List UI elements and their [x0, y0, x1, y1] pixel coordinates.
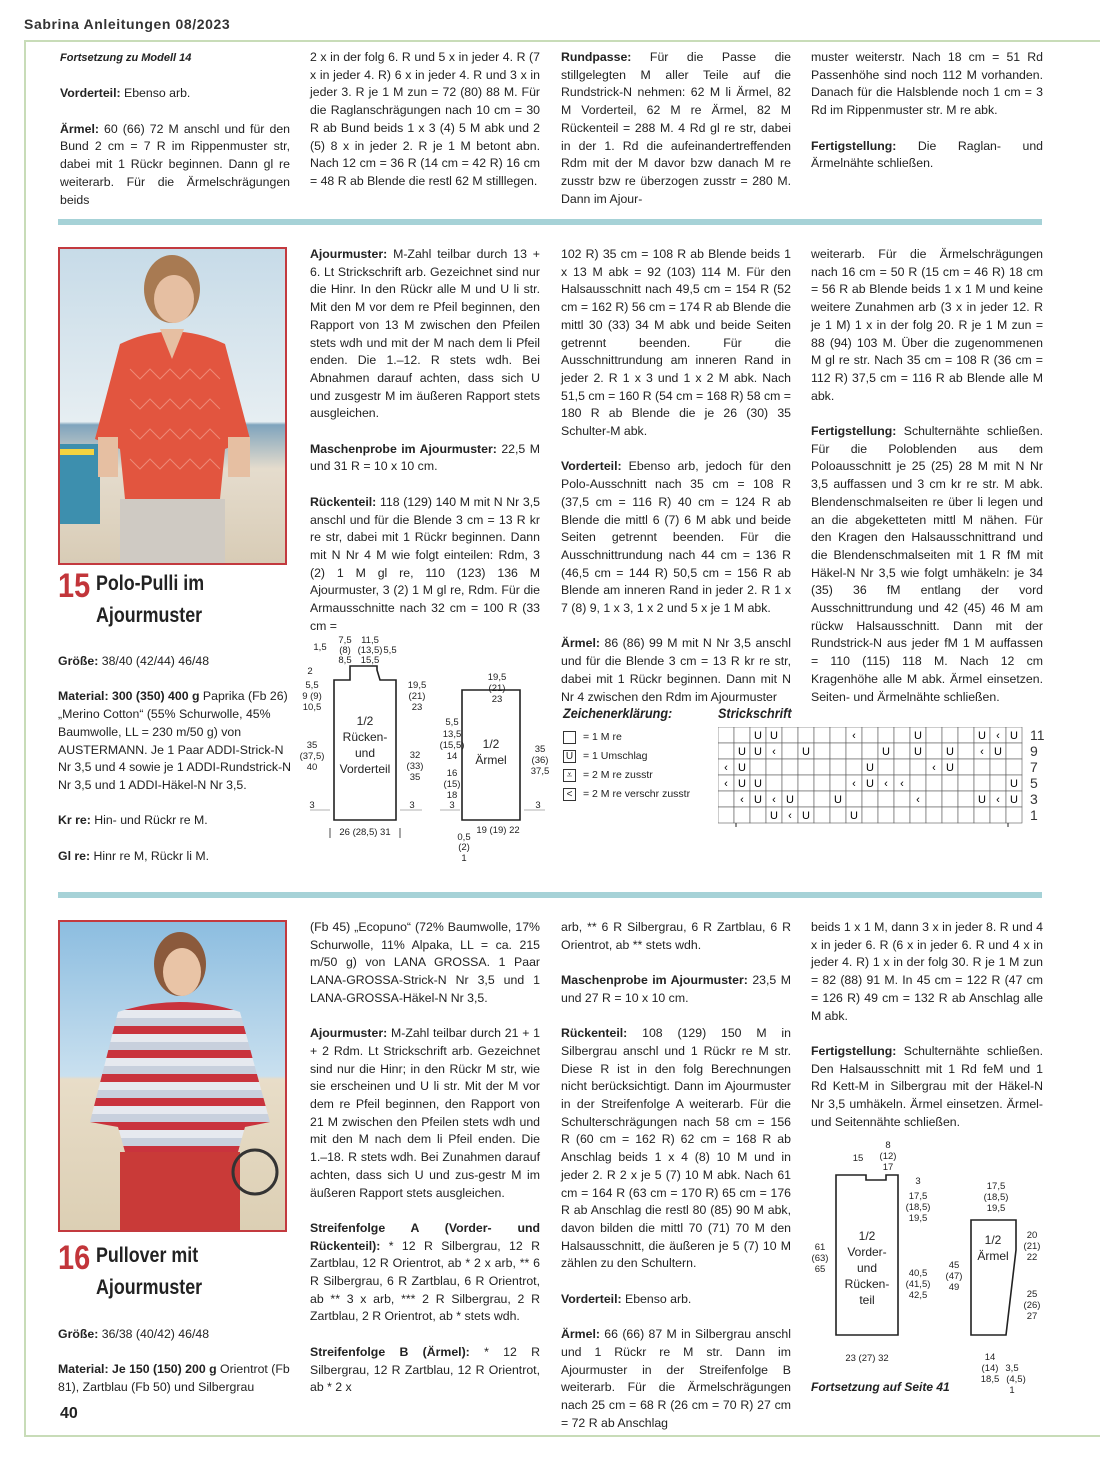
chart-cell: [814, 727, 830, 743]
chart-cell: [766, 759, 782, 775]
svg-text:16: 16: [446, 768, 458, 779]
chart-cell: [878, 759, 894, 775]
svg-text:Vorderteil: Vorderteil: [339, 762, 391, 776]
chart-symbol: U: [770, 810, 778, 822]
model-16-photo: [58, 920, 287, 1232]
legend-item: = 1 M re: [563, 728, 690, 747]
chart-cell: [942, 791, 958, 807]
chart-cell: [894, 727, 910, 743]
chart-cell: [830, 759, 846, 775]
svg-text:1/2: 1/2: [984, 1233, 1002, 1247]
model-15-col-4: weiterarb. Für die Ärmelschrägungen nach 16 cm = 50 R (15 cm = 46 R) 18 cm = 56 R ab Blende beids 1 x 1 M und keine weitere Zunahmen arb (3 x in jeder 12. R je 1 M) 1 x in der folg 20. R je 1 M zun = 88 (94) 103 M. Über die zugenommenen M gl re str. Nach 35 cm = 108 R (36 cm = 112 R) 37,5 cm = 116 R ab Blende alle M abk. Fertigstellung: Schulternähte schließen. Für die Poloblenden aus dem Poloausschnitt je 25 (25) 28 M mit N Nr 3,5 auffassen und 3 cm kr re str. M abk. Blendenschmalseiten re über li legen und an die abgeketteten mittl M nähen. Für den Kragen den Halsausschnittrand und die Blendenschmalseiten mit 1 R fM mit Häkel-N Nr 3,5 wie folgt umhäkeln: je 34 (35) 36 fM entlang der vord Ausschnittrundung und 42 (45) 46 M am rückw Halsausschnitt. Dann mit der Rundstrick-N aus jeder fM 1 M auffassen = 110 (115) 118 M. Nach 12 cm Kragenhöhe alle M abk. Ärmel einsetzen. Seiten- und Ärmelnähte schließen.: [811, 247, 1043, 704]
svg-text:23 (27) 32: 23 (27) 32: [845, 1353, 889, 1364]
chart-cell: [798, 775, 814, 791]
knitting-chart-title: Strickschrift: [718, 705, 792, 721]
chart-cell: [878, 727, 894, 743]
chart-symbol: ‹: [932, 762, 936, 774]
svg-text:26 (28,5) 31: 26 (28,5) 31: [339, 827, 391, 838]
svg-text:22: 22: [1026, 1252, 1038, 1263]
chart-symbol: U: [994, 746, 1002, 758]
svg-text:und: und: [856, 1261, 878, 1275]
model-16-materials: Größe: 36/38 (40/42) 46/48 Material: Je 150 (150) 200 g Orientrot (Fb 81), Zartblau (Fb 50) und Silbergrau: [58, 1327, 290, 1395]
chart-cell: [974, 807, 990, 823]
chart-cell: [974, 775, 990, 791]
woman-striped-sweater-photo: [60, 922, 285, 1230]
woman-red-polo-photo: [60, 249, 285, 563]
chart-cell: [958, 743, 974, 759]
svg-text:14: 14: [984, 1352, 996, 1363]
svg-text:35: 35: [409, 772, 421, 783]
svg-text:17,5: 17,5: [908, 1191, 928, 1202]
svg-text:teil: teil: [859, 1293, 875, 1307]
legend-item: U = 1 Umschlag: [563, 747, 690, 766]
svg-text:(63): (63): [811, 1253, 829, 1264]
chart-cell: [734, 727, 750, 743]
chart-cell: [846, 743, 862, 759]
chart-symbol: U: [914, 730, 922, 742]
chart-cell: [958, 759, 974, 775]
chart-cell: [990, 807, 1006, 823]
svg-text:19,5: 19,5: [407, 680, 427, 691]
chart-symbol: U: [754, 730, 762, 742]
chart-cell: [878, 807, 894, 823]
chart-symbol: U: [946, 762, 954, 774]
chart-symbol: U: [978, 730, 986, 742]
chart-cell: [814, 743, 830, 759]
chart-symbol: ‹: [852, 778, 856, 790]
chart-cell: [926, 791, 942, 807]
svg-text:15: 15: [852, 1153, 864, 1164]
svg-text:35: 35: [306, 740, 318, 751]
svg-text:15,5: 15,5: [360, 655, 380, 666]
svg-text:35: 35: [534, 744, 546, 755]
svg-text:1,5: 1,5: [313, 642, 327, 653]
svg-text:17: 17: [882, 1162, 894, 1173]
model-15-title: 15 Polo-Pulli im Ajourmuster: [58, 567, 204, 627]
chart-symbol: ‹: [884, 778, 888, 790]
svg-text:Ärmel: Ärmel: [977, 1249, 1009, 1263]
chart-symbol: U: [1010, 794, 1018, 806]
chart-symbol: U: [946, 746, 954, 758]
chart-cell: [958, 807, 974, 823]
legend-item: < = 2 M re verschr zusstr: [563, 785, 690, 804]
model-15-col-3: 102 R) 35 cm = 108 R ab Blende beids 1 x 13 M abk = 92 (103) 114 M. Für den Halsausschnitt nach 49,5 cm = 154 R (52 cm = 162 R) 56 cm = 174 R ab Blende die mittl 30 (33) 34 M abk und beide Seiten getrennt beenden. Für die Ausschnittrundung am inneren Rand in jeder 2. R 1 x 3 und 1 x 2 M abk. Nach 51,5 cm = 160 R (54 cm = 168 R) 58 cm = 180 R ab Blende die je 26 (30) 35 Schulter-M abk. Vorderteil: Ebenso arb, jedoch für den Polo-Ausschnitt nach 35 cm = 108 R (37,5 cm = 116 R) 40 cm = 124 R ab Blende die mittl 6 (7) 6 M abk und beide Seiten getrennt beenden. Für die Ausschnittrundung nach 44 cm = 136 R (46,5 cm = 144 R) 50,5 cm = 156 R ab Blende am inneren Rand in jeder 2. R 1 x 7 (8) 9, 1 x 3, 1 x 2 und 5 x je 1 M abk. Ärmel: 86 (86) 99 M mit N Nr 3,5 anschl und für die Blende 3 cm = 13 R kr re str, dabei mit 1 Rückr beginnen. Dann mit N Nr 4 zwischen den Rdm im Ajourmuster: [561, 247, 791, 704]
top-col-3: Rundpasse: Für die Passe die stillgelegten M aller Teile auf die Rundstrick-N nehmen: 62 M li Ärmel, 82 M Vorderteil, 62 M re Ärmel, 82 M Rückenteil = 288 M. 4 Rd gl re str, dabei in der 1. Rd die aufeinandertreffenden Rdm mit der M davor bzw danach M re zusstr bzw re überzogen zusstr = 280 M. Dann im Ajour-: [561, 50, 791, 206]
chart-symbol: ‹: [724, 778, 728, 790]
magazine-header: Sabrina Anleitungen 08/2023: [24, 16, 231, 32]
svg-text:23: 23: [411, 702, 423, 713]
svg-text:(36): (36): [531, 755, 549, 766]
chart-cell: [1006, 759, 1022, 775]
svg-text:25: 25: [1026, 1289, 1038, 1300]
chart-cell: [926, 743, 942, 759]
svg-text:3: 3: [409, 800, 415, 811]
model-15-number: 15: [58, 567, 91, 605]
chart-cell: [798, 727, 814, 743]
chart-symbol: ‹: [788, 810, 792, 822]
chart-cell: [910, 775, 926, 791]
chart-cell: [846, 759, 862, 775]
svg-text:(21): (21): [408, 691, 426, 702]
svg-text:45: 45: [948, 1260, 960, 1271]
svg-text:3: 3: [309, 800, 315, 811]
page-frame-top: [24, 40, 1100, 42]
svg-text:(18,5): (18,5): [905, 1202, 931, 1213]
svg-text:Ärmel: Ärmel: [475, 753, 507, 767]
svg-text:40: 40: [306, 762, 318, 773]
svg-text:(18,5): (18,5): [983, 1192, 1009, 1203]
continuation-note: Fortsetzung zu Modell 14: [60, 52, 192, 64]
chart-cell: [718, 727, 734, 743]
knitting-chart-grid: [718, 727, 1028, 827]
svg-text:23: 23: [491, 694, 503, 705]
svg-text:3: 3: [449, 800, 455, 811]
svg-text:5,5: 5,5: [383, 645, 397, 656]
chart-symbol: U: [786, 794, 794, 806]
chart-symbol: U: [1010, 778, 1018, 790]
section-separator: [58, 219, 1042, 225]
model-15-schematic: [290, 630, 558, 870]
svg-text:49: 49: [948, 1282, 960, 1293]
svg-text:3: 3: [915, 1176, 921, 1187]
chart-cell: [894, 807, 910, 823]
chart-symbol: U: [914, 746, 922, 758]
chart-symbol: U: [978, 794, 986, 806]
chart-symbol: U: [882, 746, 890, 758]
chart-symbol: ‹: [900, 778, 904, 790]
chart-symbol: U: [738, 778, 746, 790]
model-15-materials: Größe: 38/40 (42/44) 46/48 Material: 300 (350) 400 g Paprika (Fb 26) „Merino Cotton“ (55% Schurwolle, 45% Baumwolle, LL = 230 m/50 g) von AUSTERMANN. Je 1 Paar ADDI-Strick-N Nr 3,5 und 4 sowie je 1 ADDI-Rundstrick-N Nr 3,5 und 1 ADDI-Häkel-N Nr 3,5. Kr re: Hin- und Rückr re M. Gl re: Hinr re M, Rückr li M.: [58, 654, 292, 863]
chart-cell: [990, 759, 1006, 775]
repeat-arrows: [736, 823, 1008, 827]
chart-cell: [942, 727, 958, 743]
svg-text:65: 65: [814, 1264, 826, 1275]
chart-cell: [926, 807, 942, 823]
chart-symbol: U: [802, 810, 810, 822]
svg-text:37,5: 37,5: [530, 766, 550, 777]
row-number: 1: [1030, 807, 1038, 823]
row-number: 9: [1030, 743, 1038, 759]
svg-text:3: 3: [535, 800, 541, 811]
svg-text:1/2: 1/2: [482, 737, 500, 751]
chart-symbol: ‹: [772, 746, 776, 758]
chart-symbol: U: [738, 746, 746, 758]
row-number: 7: [1030, 759, 1038, 775]
svg-text:(8): (8): [339, 645, 351, 656]
chart-cell: [750, 807, 766, 823]
chart-cell: [974, 759, 990, 775]
chart-cell: [958, 791, 974, 807]
chart-symbol: U: [738, 762, 746, 774]
chart-cell: [894, 743, 910, 759]
chart-symbol: ‹: [916, 794, 920, 806]
svg-text:(21): (21): [488, 683, 506, 694]
svg-text:(47): (47): [945, 1271, 963, 1282]
chart-cell: [926, 727, 942, 743]
chart-symbol: U: [770, 730, 778, 742]
svg-text:(4,5): (4,5): [1006, 1374, 1026, 1385]
legend-title: Zeichenerklärung:: [563, 705, 673, 721]
continuation-page-note: Fortsetzung auf Seite 41: [811, 1380, 950, 1394]
chart-cell: [910, 759, 926, 775]
chart-cell: [782, 743, 798, 759]
svg-text:5,5: 5,5: [305, 680, 319, 691]
chart-symbol: U: [802, 746, 810, 758]
legend-item: ⩡ = 2 M re zusstr: [563, 766, 690, 785]
chart-cell: [782, 727, 798, 743]
svg-text:1: 1: [1009, 1385, 1015, 1396]
chart-symbol: ‹: [724, 762, 728, 774]
model-15-photo: [58, 247, 287, 565]
svg-text:9 (9): 9 (9): [302, 691, 322, 702]
svg-text:(21): (21): [1023, 1241, 1041, 1252]
svg-text:32: 32: [409, 750, 421, 761]
chart-cell: [910, 807, 926, 823]
svg-text:10,5: 10,5: [302, 702, 322, 713]
svg-text:Rücken-: Rücken-: [844, 1277, 890, 1291]
chart-cell: [814, 759, 830, 775]
svg-text:(41,5): (41,5): [905, 1279, 931, 1290]
svg-text:(26): (26): [1023, 1300, 1041, 1311]
model-16-col-3: arb, ** 6 R Silbergrau, 6 R Zartblau, 6 R Orientrot, ab ** stets wdh. Maschenprobe im Ajourmuster: 23,5 M und 27 R = 10 x 10 cm. Rückenteil: 108 (129) 150 M in Silbergrau anschl und 1 Rückr re M str. Diese R ist in den folg Berechnungen nicht berücksichtigt. Dann im Ajourmuster in der Streifenfolge A weiterarb. Für die Schulterschrägungen nach 58 cm = 156 R (60 cm = 162 R) 62 cm = 168 R ab Anschlag beids 1 x 4 (8) 10 M und in jeder 2. R 2 x je 5 (7) 10 M abk. Nach 61 cm = 164 R (63 cm = 170 R) 65 cm = 176 R ab Anschlag die restl 80 (85) 90 M abk, davon bilden die mittl 70 (71) 70 M den Halsausschnitt, die äußeren je 5 (7) 10 M zählen zu den Schultern. Vorderteil: Ebenso arb. Ärmel: 66 (66) 87 M in Silbergrau anschl und 1 Rückr re M str. Dann im Ajourmuster in der Streifenfolge B weiterarb. Für die Ärmelschrägungen nach 25 cm = 68 R (26 cm = 70 R) 27 cm = 72 R ab Anschlag: [561, 920, 792, 1430]
top-col-2: 2 x in der folg 6. R und 5 x in jeder 4. R (7 x in jeder 4. R) 6 x in jeder 4. R und 3 x in jeder 3. R je 1 M zun = 72 (80) 88 M. Für die Raglanschrägungen nach 10 cm = 30 R ab Bund beids 1 x 3 (4) 5 M abk und 2 (5) 8 x in jeder 2. R je 1 M betont abn. Nach 12 cm = 36 R (14 cm = 42 R) 16 cm = 48 R ab Blende die restl 62 M stilllegen.: [310, 50, 540, 188]
chart-cell: [814, 807, 830, 823]
chart-cell: [862, 743, 878, 759]
svg-text:Vorder-: Vorder-: [847, 1245, 887, 1259]
page-frame-left: [24, 40, 26, 1436]
svg-text:1: 1: [461, 853, 467, 864]
svg-text:3,5: 3,5: [1005, 1363, 1019, 1374]
svg-text:(12): (12): [879, 1151, 897, 1162]
svg-text:5,5: 5,5: [445, 717, 459, 728]
svg-text:(15,5): (15,5): [439, 740, 465, 751]
chart-cell: [782, 759, 798, 775]
chart-cell: [926, 775, 942, 791]
chart-cell: [862, 791, 878, 807]
top-col-1: Fortsetzung zu Modell 14 Vorderteil: Ebenso arb. Ärmel: 60 (66) 72 M anschl und für den Bund 2 cm = 7 R im Rippenmuster str, dabei mit 1 Rückr beginnen. Dann gl re weiterarb. Für die Ärmelschrägungen beids: [60, 52, 290, 207]
chart-cell: [830, 807, 846, 823]
chart-cell: [830, 727, 846, 743]
svg-text:1/2: 1/2: [858, 1229, 876, 1243]
svg-text:27: 27: [1026, 1311, 1038, 1322]
svg-text:(33): (33): [406, 761, 424, 772]
chart-cell: [862, 807, 878, 823]
chart-symbol: ‹: [996, 794, 1000, 806]
svg-text:20: 20: [1026, 1230, 1038, 1241]
chart-cell: [766, 775, 782, 791]
chart-cell: [750, 759, 766, 775]
chart-symbol: U: [866, 778, 874, 790]
chart-symbol: U: [866, 762, 874, 774]
svg-text:19 (19) 22: 19 (19) 22: [476, 825, 520, 836]
chart-cell: [862, 727, 878, 743]
chart-symbol: ‹: [996, 730, 1000, 742]
svg-text:8: 8: [885, 1140, 891, 1151]
chart-cell: [990, 775, 1006, 791]
row-number: 3: [1030, 791, 1038, 807]
svg-text:42,5: 42,5: [908, 1290, 928, 1301]
chart-symbol: U: [1010, 730, 1018, 742]
chart-cell: [814, 775, 830, 791]
chart-cell: [782, 775, 798, 791]
chart-cell: [718, 743, 734, 759]
chart-cell: [894, 759, 910, 775]
chart-symbol: U: [754, 794, 762, 806]
svg-text:1/2: 1/2: [356, 714, 374, 728]
page-number: 40: [60, 1405, 78, 1422]
model-16-col-4: beids 1 x 1 M, dann 3 x in jeder 8. R und 4 x in jeder 6. R (6 x in jeder 6. R und 4 x in jeder 4. R) 1 x in der folg 30. R je 1 M zun = 82 (88) 91 M. In 45 cm = 122 R (47 cm = 126 R) 49 cm = 132 R ab Anschlag alle M abk. Fertigstellung: Schulternähte schließen. Den Halsausschnitt mit 1 Rd feM und 1 Rd Kett-M in Silbergrau mit der Häkel-N Nr 3,5 umhäkeln. Ärmel einsetzen. Ärmel- und Seitennähte schließen.: [811, 920, 1043, 1129]
chart-cell: [942, 775, 958, 791]
svg-text:(2): (2): [458, 842, 470, 853]
svg-text:Rücken-: Rücken-: [342, 730, 388, 744]
chart-cell: [718, 807, 734, 823]
page-frame-bottom: [24, 1435, 1100, 1437]
model-16-number: 16: [58, 1239, 91, 1277]
svg-text:14: 14: [446, 751, 458, 762]
chart-cell: [878, 791, 894, 807]
chart-symbol: U: [754, 746, 762, 758]
svg-text:0,5: 0,5: [457, 832, 471, 843]
svg-text:40,5: 40,5: [908, 1268, 928, 1279]
svg-text:17,5: 17,5: [986, 1181, 1006, 1192]
svg-text:19,5: 19,5: [487, 672, 507, 683]
svg-text:8,5: 8,5: [338, 655, 352, 666]
chart-cell: [798, 759, 814, 775]
svg-text:19,5: 19,5: [986, 1203, 1006, 1214]
chart-cell: [1006, 743, 1022, 759]
chart-cell: [894, 791, 910, 807]
chart-symbol: ‹: [740, 794, 744, 806]
model-16-schematic: [806, 1135, 1046, 1397]
legend-list: [563, 728, 690, 804]
svg-text:(15): (15): [443, 779, 461, 790]
svg-text:7,5: 7,5: [338, 635, 352, 646]
chart-cell: [814, 791, 830, 807]
svg-text:(37,5): (37,5): [299, 751, 325, 762]
row-number: 11: [1030, 727, 1045, 743]
chart-cell: [942, 807, 958, 823]
svg-text:19,5: 19,5: [908, 1213, 928, 1224]
chart-cell: [846, 791, 862, 807]
svg-text:61: 61: [814, 1242, 826, 1253]
chart-cell: [958, 775, 974, 791]
chart-symbol: U: [850, 810, 858, 822]
svg-text:13,5: 13,5: [442, 729, 462, 740]
row-number: 5: [1030, 775, 1038, 791]
top-col-4: muster weiterstr. Nach 18 cm = 51 Rd Passenhöhe sind noch 112 M vorhanden. Danach für die Halsblende noch 1 cm = 3 Rd im Rippenmuster str. M re abk. Fertigstellung: Die Raglan- und Ärmelnähte schließen.: [811, 50, 1043, 171]
chart-cell: [958, 727, 974, 743]
chart-symbol: U: [754, 778, 762, 790]
chart-cell: [830, 743, 846, 759]
chart-cell: [1006, 807, 1022, 823]
chart-cell: [718, 791, 734, 807]
chart-cell: [830, 775, 846, 791]
svg-text:und: und: [354, 746, 376, 760]
chart-symbol: ‹: [852, 730, 856, 742]
svg-text:18,5: 18,5: [980, 1374, 1000, 1385]
svg-text:18: 18: [446, 790, 458, 801]
section-separator: [58, 892, 1042, 898]
model-16-col-2: (Fb 45) „Ecopuno“ (72% Baumwolle, 17% Schurwolle, 11% Alpaka, LL = ca. 215 m/50 g) von LANA GROSSA. 1 Paar LANA-GROSSA-Strick-N Nr 3,5 und 1 LANA-GROSSA-Häkel-N Nr 3,5. Ajourmuster: M-Zahl teilbar durch 21 + 1 + 2 Rdm. Lt Strickschrift arb. Gezeichnet sind nur die Hinr; in den Rückr M str, wie sie erscheinen und U li str. Mit der M vor dem re Pfeil beginnen, den Rapport von 21 M zwischen den Pfeilen stets wdh und mit den M nach dem li Pfeil enden. Die 1.–18. R stets wdh. Bei Zunahmen darauf achten, dass sich U und zus-gestr M im äußeren Rapport stets ausgleichen. Streifenfolge A (Vorder- und Rückenteil): * 12 R Silbergrau, 12 R Zartblau, 12 R Orientrot, ab * 2 x arb, ** 6 R Silbergrau, 6 R Zartblau, 6 R Orientrot, ab ** 3 x arb, *** 2 R Silbergrau, 2 R Zartblau, 2 R Orientrot, ab * stets wdh. Streifenfolge B (Ärmel): * 12 R Silbergrau, 12 R Zartblau, 12 R Orientrot, ab * 2 x: [310, 920, 541, 1395]
svg-text:2: 2: [307, 666, 313, 677]
svg-text:(14): (14): [981, 1363, 999, 1374]
model-15-col-2: Ajourmuster: M-Zahl teilbar durch 13 + 6. Lt Strickschrift arb. Gezeichnet sind nur die Hinr. In den Rückr alle M und U li str. Mit den M vor dem re Pfeil beginnen, den Rapport von 13 M zwischen den Pfeilen stets wdh und mit der M nach dem li Pfeil enden. Die 1.–12. R stets wdh. Bei Abnahmen darauf achten, dass sich U und zusgestr M im äußeren Rapport stets ausgleichen. Maschenprobe im Ajourmuster: 22,5 M und 31 R = 10 x 10 cm. Rückenteil: 118 (129) 140 M mit N Nr 3,5 anschl und für die Blende 3 cm = 13 R kr re str, dabei mit 1 Rückr beginnen. Dann mit N Nr 4 M wie folgt einteilen: Rdm, 3 (2) 1 M gl re, 110 (123) 136 M Ajourmuster, 3 (2) 1 M gl re, Rdm. Für die Armausschnitte nach 32 cm = 100 R (33 cm =: [310, 247, 541, 633]
chart-cell: [798, 791, 814, 807]
svg-text:(13,5): (13,5): [357, 645, 383, 656]
chart-symbol: ‹: [980, 746, 984, 758]
model-16-title: 16 Pullover mit Ajourmuster: [58, 1239, 202, 1299]
chart-cell: [734, 807, 750, 823]
chart-symbol: ‹: [772, 794, 776, 806]
chart-symbol: U: [834, 794, 842, 806]
svg-text:11,5: 11,5: [361, 635, 379, 646]
